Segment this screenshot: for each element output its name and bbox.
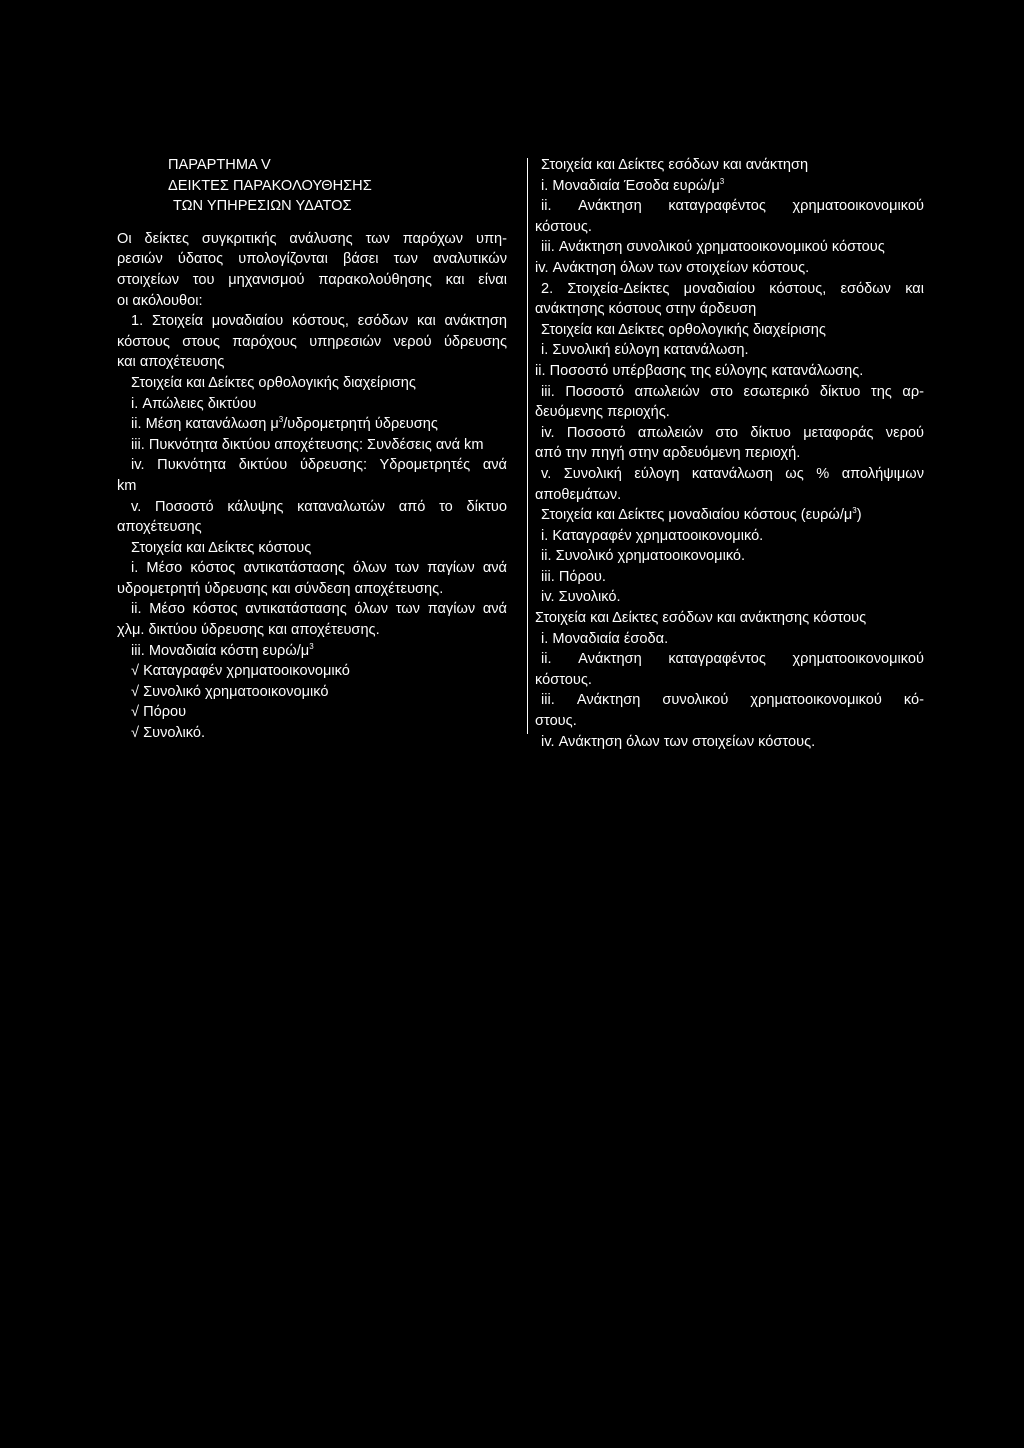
list-item: ii. Ποσοστό υπέρβασης της εύλογης κατανάλωσης. xyxy=(535,362,864,379)
list-item: iii. Ανάκτηση συνολικού χρηματοοικονομικού κόστους xyxy=(541,239,885,256)
annex-subtitle-2: ΤΩΝ ΥΠΗΡΕΣΙΩΝ ΥΔΑΤΟΣ xyxy=(173,198,352,215)
cost-subheading: Στοιχεία και Δείκτες κόστους xyxy=(131,539,312,556)
section-2-heading: 2. Στοιχεία-Δείκτες μοναδιαίου κόστους, εσόδων και xyxy=(541,280,924,297)
section-1-heading: κόστους στους παρόχους υπηρεσιών νερού ύδρευσης xyxy=(117,333,507,350)
annex-subtitle: ΔΕΙΚΤΕΣ ΠΑΡΑΚΟΛΟΥΘΗΣΗΣ xyxy=(168,177,372,194)
list-item: δευόμενης περιοχής. xyxy=(535,404,670,421)
list-item: i. Μοναδιαία Έσοδα ευρώ/$\mu^3$ xyxy=(541,176,725,194)
check-item: √ Πόρου xyxy=(131,704,187,721)
mgmt-subheading: Στοιχεία και Δείκτες ορθολογικής διαχείρισης xyxy=(131,374,416,391)
mgmt-subheading: Στοιχεία και Δείκτες ορθολογικής διαχείρισης xyxy=(541,321,826,338)
list-item: από την πηγή στην αρδευόμενη περιοχή. xyxy=(535,445,801,462)
list-item: ii. Ανάκτηση καταγραφέντος χρηματοοικονομικού xyxy=(541,651,924,668)
intro-line: ρεσιών ύδατος υπολογίζονται βάσει των αναλυτικών xyxy=(117,251,507,268)
unit-cost-subheading: Στοιχεία και Δείκτες μοναδιαίου κόστους $(\varepsilon\upsilon\rho ώ/\mu^3)$ xyxy=(541,506,862,524)
list-item: iv. Πυκνότητα δικτύου ύδρευσης: Υδρομετρητές ανά xyxy=(131,457,507,474)
list-item: στους. xyxy=(535,713,577,730)
list-item: ii. Μέση κατανάλωση $\mu^3$/υδρομετρητή ύδρευσης xyxy=(131,415,438,433)
list-item: i. Μέσο κόστος αντικατάστασης όλων των παγίων ανά xyxy=(131,560,507,577)
check-item: √ Καταγραφέν χρηματοοικονομικό xyxy=(131,663,350,680)
left-column xyxy=(117,155,507,744)
check-item: √ Συνολικό. xyxy=(131,725,206,742)
list-item: χλμ. δικτύου ύδρευσης και αποχέτευσης. xyxy=(117,622,380,639)
column-divider xyxy=(527,158,528,734)
list-item: iv. Ανάκτηση όλων των στοιχείων κόστους. xyxy=(541,733,816,750)
revenue-subheading: Στοιχεία και Δείκτες εσόδων και ανάκτηση xyxy=(541,157,809,173)
revenue-recovery-subheading: Στοιχεία και Δείκτες εσόδων και ανάκτησης κόστους xyxy=(535,610,867,627)
list-item: km xyxy=(117,477,137,494)
list-item: v. Συνολική εύλογη κατανάλωση ως % απολήψιμων xyxy=(541,465,924,482)
list-item: iv. Ποσοστό απωλειών στο δίκτυο μεταφοράς νερού xyxy=(541,424,924,441)
list-item: i. Μοναδιαία έσοδα. xyxy=(541,630,669,647)
list-item: ii. Συνολικό χρηματοοικονομικό. xyxy=(541,548,746,565)
intro-line: στοιχείων του μηχανισμού παρακολούθησης και είναι xyxy=(117,271,507,288)
list-item: iii. Ποσοστό απωλειών στο εσωτερικό δίκτυο της αρ- xyxy=(541,383,924,400)
intro-line: οι ακόλουθοι: xyxy=(117,292,203,309)
list-item: iv. Ανάκτηση όλων των στοιχείων κόστους. xyxy=(535,259,810,276)
list-item: ii. Μέσο κόστος αντικατάστασης όλων των παγίων ανά xyxy=(131,601,507,618)
list-item: iii. Μοναδιαία κόστη ευρώ/$\mu^3$ xyxy=(131,641,314,659)
list-item: i. Απώλειες δικτύου xyxy=(131,395,257,412)
list-item: v. Ποσοστό κάλυψης καταναλωτών από το δίκτυο xyxy=(131,498,507,515)
list-item: iii. Ανάκτηση συνολικού χρηματοοικονομικού κό- xyxy=(541,692,924,709)
list-item: iv. Συνολικό. xyxy=(541,589,621,606)
list-item: κόστους. xyxy=(535,218,592,235)
list-item: iii. Πυκνότητα δικτύου αποχέτευσης: Συνδέσεις ανά km xyxy=(131,436,484,453)
section-2-heading: ανάκτησης κόστους στην άρδευση xyxy=(535,301,757,318)
list-item: i. Καταγραφέν χρηματοοικονομικό. xyxy=(541,527,764,544)
list-item: αποχέτευσης xyxy=(117,519,202,536)
check-item: √ Συνολικό χρηματοοικονομικό xyxy=(131,683,329,700)
right-column xyxy=(535,155,924,752)
section-1-heading: 1. Στοιχεία μοναδιαίου κόστους, εσόδων και ανάκτηση xyxy=(131,313,507,330)
list-item: ii. Ανάκτηση καταγραφέντος χρηματοοικονομικού xyxy=(541,198,924,215)
annex-title: ΠΑΡΑΡΤΗΜΑ V xyxy=(168,157,271,173)
list-item: iii. Πόρου. xyxy=(541,568,606,585)
list-item: αποθεμάτων. xyxy=(535,486,622,503)
list-item: κόστους. xyxy=(535,671,592,688)
list-item: υδρομετρητή ύδρευσης και σύνδεση αποχέτευσης. xyxy=(117,580,444,597)
intro-line: Οι δείκτες συγκριτικής ανάλυσης των παρόχων υπη- xyxy=(117,230,507,247)
list-item: i. Συνολική εύλογη κατανάλωση. xyxy=(541,342,749,359)
section-1-heading: και αποχέτευσης xyxy=(117,354,225,371)
